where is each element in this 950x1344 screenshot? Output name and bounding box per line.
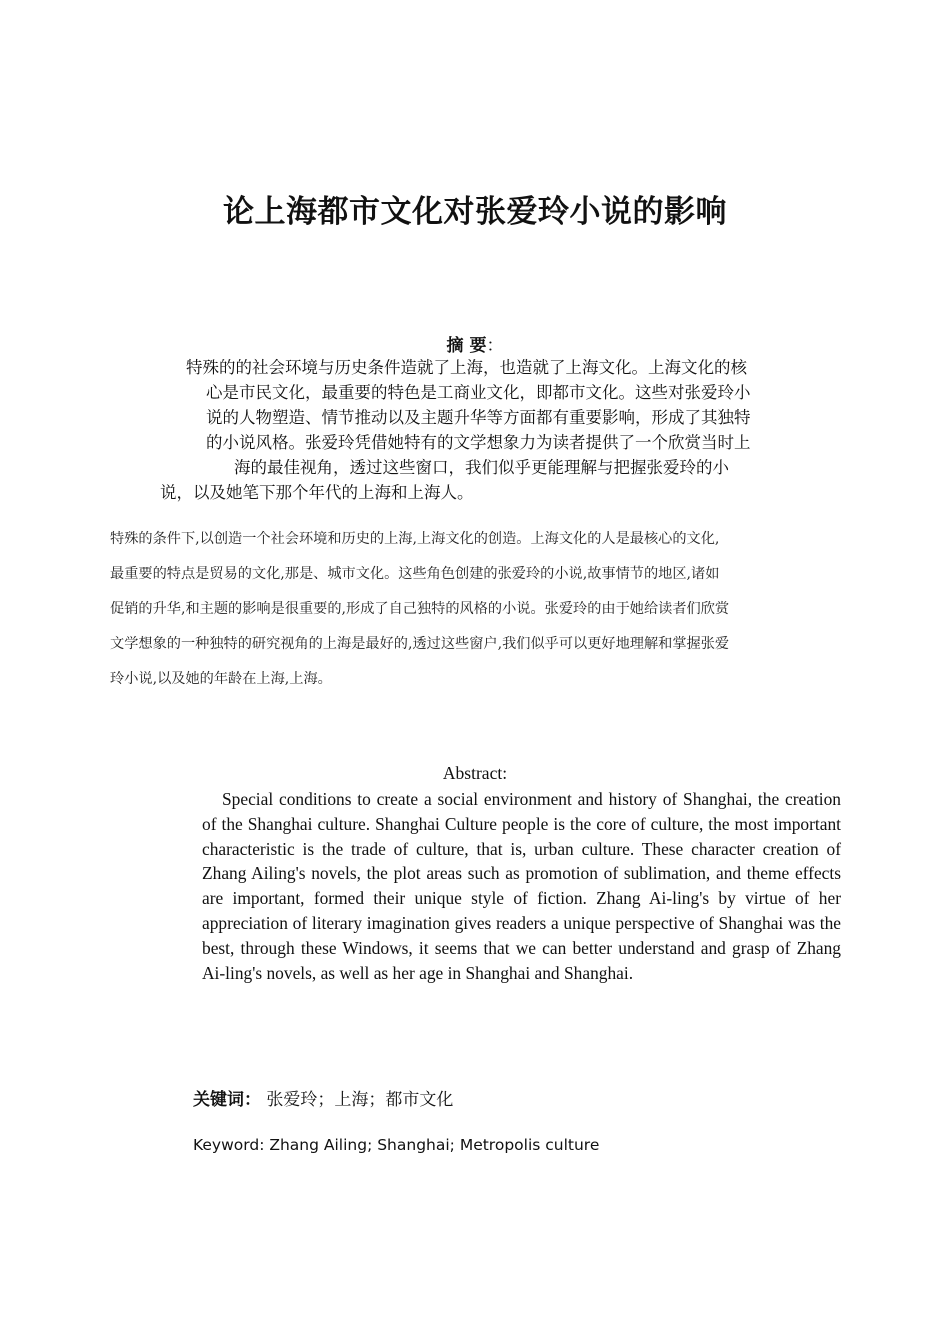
mt-line: 文学想象的一种独特的研究视角的上海是最好的,透过这些窗户,我们似乎可以更好地理解和掌握张爱: [110, 636, 730, 652]
abstract-cn-line: 特殊的的社会环境与历史条件造就了上海，也造就了上海文化。上海文化的核: [186, 358, 747, 377]
keywords-cn-value: 张爱玲；上海；都市文化: [266, 1090, 454, 1110]
abstract-cn-line: 海的最佳视角，透过这些窗口，我们似乎更能理解与把握张爱玲的小: [234, 458, 729, 477]
abstract-en-heading: Abstract:: [442, 763, 508, 783]
abstract-cn-heading-colon: ：: [486, 336, 504, 356]
abstract-cn-line: 的小说风格。张爱玲凭借她特有的文学想象力为读者提供了一个欣赏当时上: [206, 433, 751, 452]
mt-line: 特殊的条件下,以创造一个社会环境和历史的上海,上海文化的创造。上海文化的人是最核心的文化,: [110, 531, 720, 547]
abstract-cn-line: 心是市民文化，最重要的特色是工商业文化，即都市文化。这些对张爱玲小: [206, 383, 751, 402]
keywords-cn: [193, 1085, 453, 1110]
abstract-cn-line: 说，以及她笔下那个年代的上海和上海人。: [160, 483, 474, 502]
mt-line: 促销的升华,和主题的影响是很重要的,形成了自己独特的风格的小说。张爱玲的由于她给读者们欣赏: [110, 601, 730, 617]
mt-line: 玲小说,以及她的年龄在上海,上海。: [110, 671, 332, 687]
page-title: 论上海都市文化对张爱玲小说的影响: [223, 194, 727, 230]
abstract-en-body: Special conditions to create a social environment and history of Shanghai, the creation of the Shanghai culture. Shanghai Culture people is the core of culture, the most important characteristic is the trade of culture, that is, urban culture. These character creation of Zhang Ailing's novels, the plot areas such as promotion of sublimation, and theme effects are important, formed their unique style of fiction. Zhang Ai-ling's by virtue of her appreciation of literary imagination gives readers a unique perspective of Shanghai was the best, through these Windows, it seems that we can better understand and grasp of Zhang Ai-ling's novels, as well as her age in Shanghai and Shanghai.: [202, 789, 841, 983]
abstract-cn-line: 说的人物塑造、情节推动以及主题升华等方面都有重要影响，形成了其独特: [206, 408, 751, 427]
keywords-en: Keyword: Zhang Ailing; Shanghai; Metropolis culture: [193, 1136, 600, 1154]
keywords-cn-label: 关键词：: [193, 1090, 261, 1110]
abstract-cn-heading-label: 摘 要: [446, 336, 487, 356]
abstract-cn-heading: [0, 331, 950, 356]
mt-line: 最重要的特点是贸易的文化,那是、城市文化。这些角色创建的张爱玲的小说,故事情节的地区,诸如: [110, 566, 720, 582]
